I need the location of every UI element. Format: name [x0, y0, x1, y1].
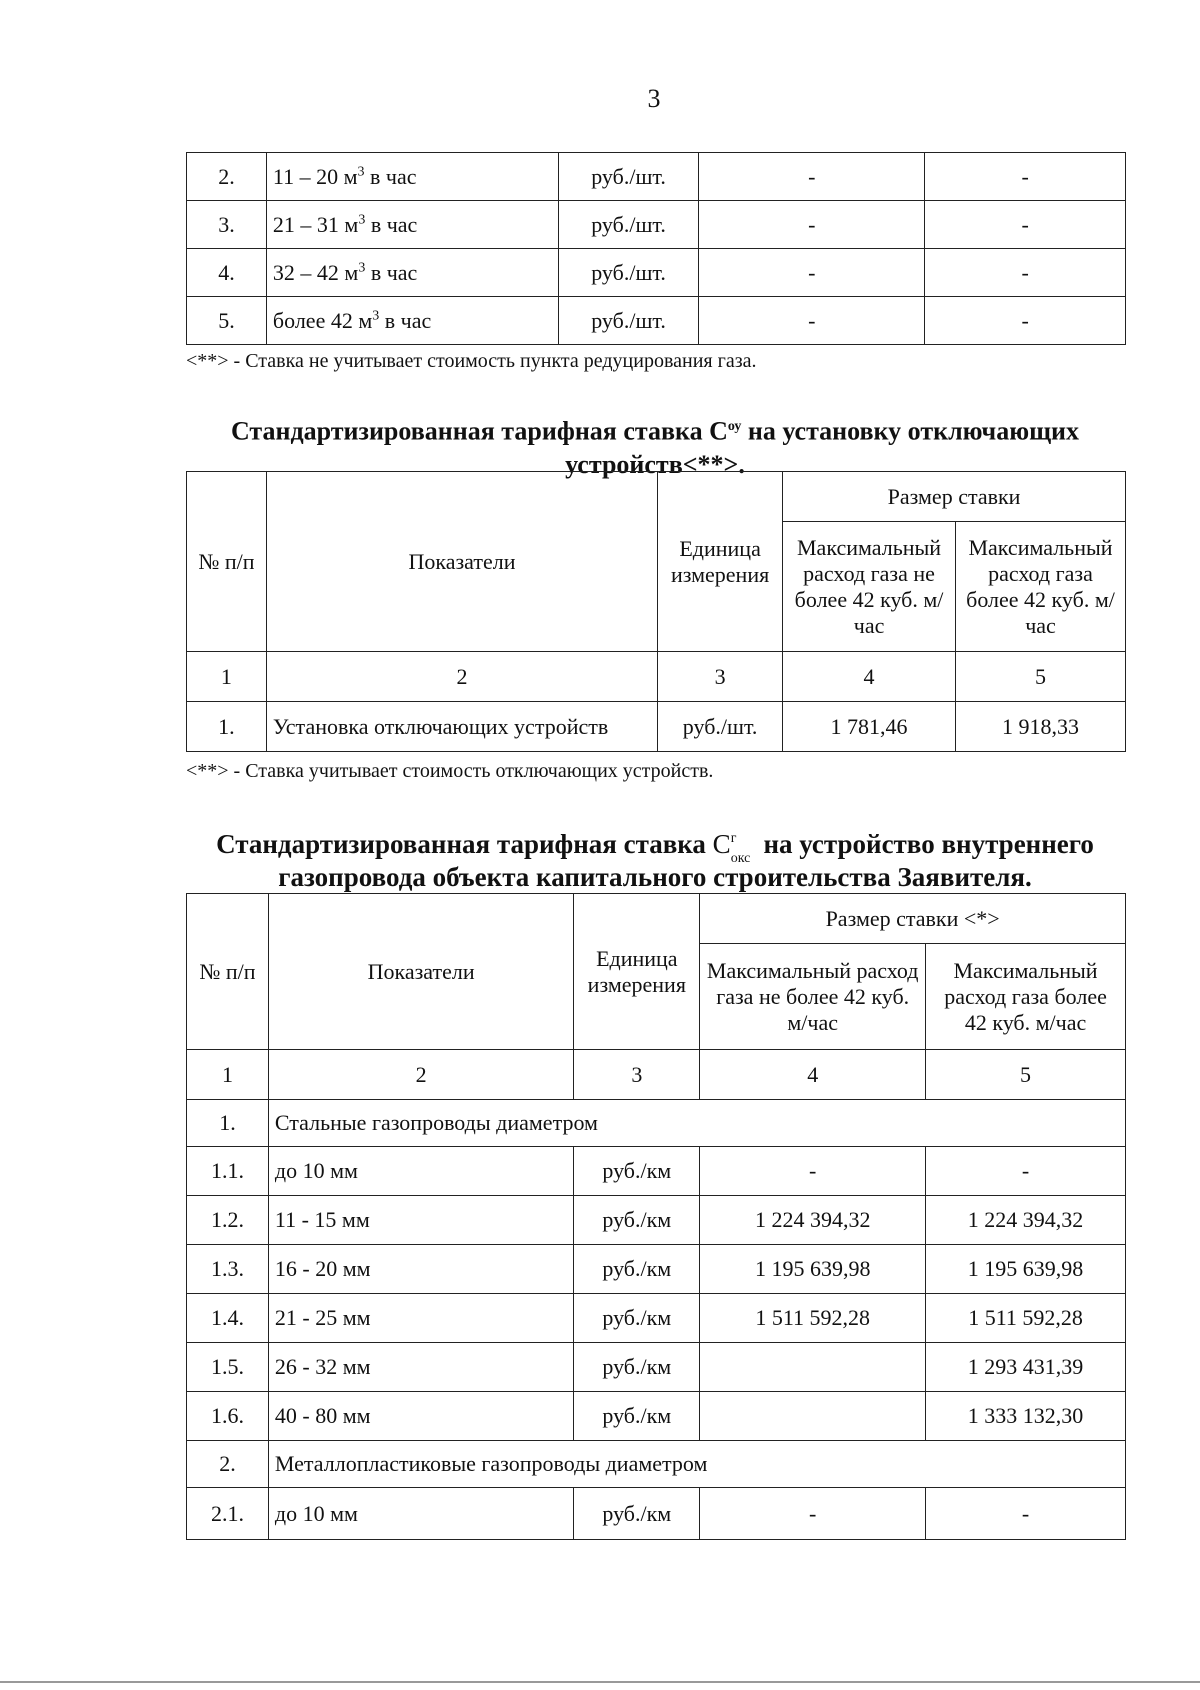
header-rate: Размер ставки <*> [700, 894, 1126, 944]
table-row: 1.2. 11 - 15 мм руб./км 1 224 394,32 1 224 394,32 [187, 1196, 1126, 1245]
header-indicators: Показатели [268, 894, 573, 1050]
group-row-steel: 1. Стальные газопроводы диаметром [187, 1100, 1126, 1147]
footnote-2: <**> - Ставка учитывает стоимость отключающих устройств. [186, 760, 714, 782]
header-indicators: Показатели [266, 472, 657, 652]
header-num: № п/п [187, 472, 267, 652]
header-max2: Максимальный расход газа более 42 куб. м/час [956, 522, 1126, 652]
header-num: № п/п [187, 894, 269, 1050]
index-row: 1 2 3 4 5 [187, 1050, 1126, 1100]
table-row: 1.3. 16 - 20 мм руб./км 1 195 639,98 1 195 639,98 [187, 1245, 1126, 1294]
section3-heading: Стандартизированная тарифная ставка С г окс на устройство внутреннего газопровода объекта капитального строительства Заявителя. [216, 829, 1094, 892]
table-row: 4. 32 – 42 $м^3$ в час руб./шт. - - [187, 249, 1126, 297]
header-max1: Максимальный расход газа не более 42 куб. м/час [783, 522, 956, 652]
table-row: 1.5. 26 - 32 мм руб./км 1 293 431,39 [187, 1343, 1126, 1392]
section2-heading: Стандартизированная тарифная ставка $С^{оу}$ на установку отключающих устройств<**>. [230, 416, 1080, 479]
index-row: 1 2 3 4 5 [187, 652, 1126, 702]
header-unit: Единица измерения [658, 472, 783, 652]
table-row: 1.1. до 10 мм руб./км - - [187, 1147, 1126, 1196]
group-row-metal-plastic: 2. Металлопластиковые газопроводы диаметром [187, 1441, 1126, 1488]
table-row: 2. 11 – 20 $м^3$ в час руб./шт. - - [187, 153, 1126, 201]
table-row: 5. более 42 $м^3$ в час руб./шт. - - [187, 297, 1126, 345]
table-shutoff-devices [186, 471, 1126, 752]
table-row: 1.6. 40 - 80 мм руб./км 1 333 132,30 [187, 1392, 1126, 1441]
footnote-1: <**> - Ставка не учитывает стоимость пункта редуцирования газа. [186, 350, 757, 372]
header-max2: Максимальный расход газа более 42 куб. м/час [926, 944, 1126, 1050]
header-rate: Размер ставки [783, 472, 1126, 522]
header-unit: Единица измерения [574, 894, 700, 1050]
page-number: 3 [647, 84, 661, 113]
header-max1: Максимальный расход газа не более 42 куб. м/час [700, 944, 926, 1050]
table-row: 2.1. до 10 мм руб./км - - [187, 1488, 1126, 1540]
table-internal-pipeline [186, 893, 1126, 1540]
table-row: 1. Установка отключающих устройств руб./шт. 1 781,46 1 918,33 [187, 702, 1126, 752]
table-row: 3. 21 – 31 $м^3$ в час руб./шт. - - [187, 201, 1126, 249]
scan-edge-line [0, 1681, 1200, 1683]
tariff-symbol: С г окс [712, 829, 751, 866]
table-continuation [186, 152, 1126, 345]
table-row: 1.4. 21 - 25 мм руб./км 1 511 592,28 1 511 592,28 [187, 1294, 1126, 1343]
